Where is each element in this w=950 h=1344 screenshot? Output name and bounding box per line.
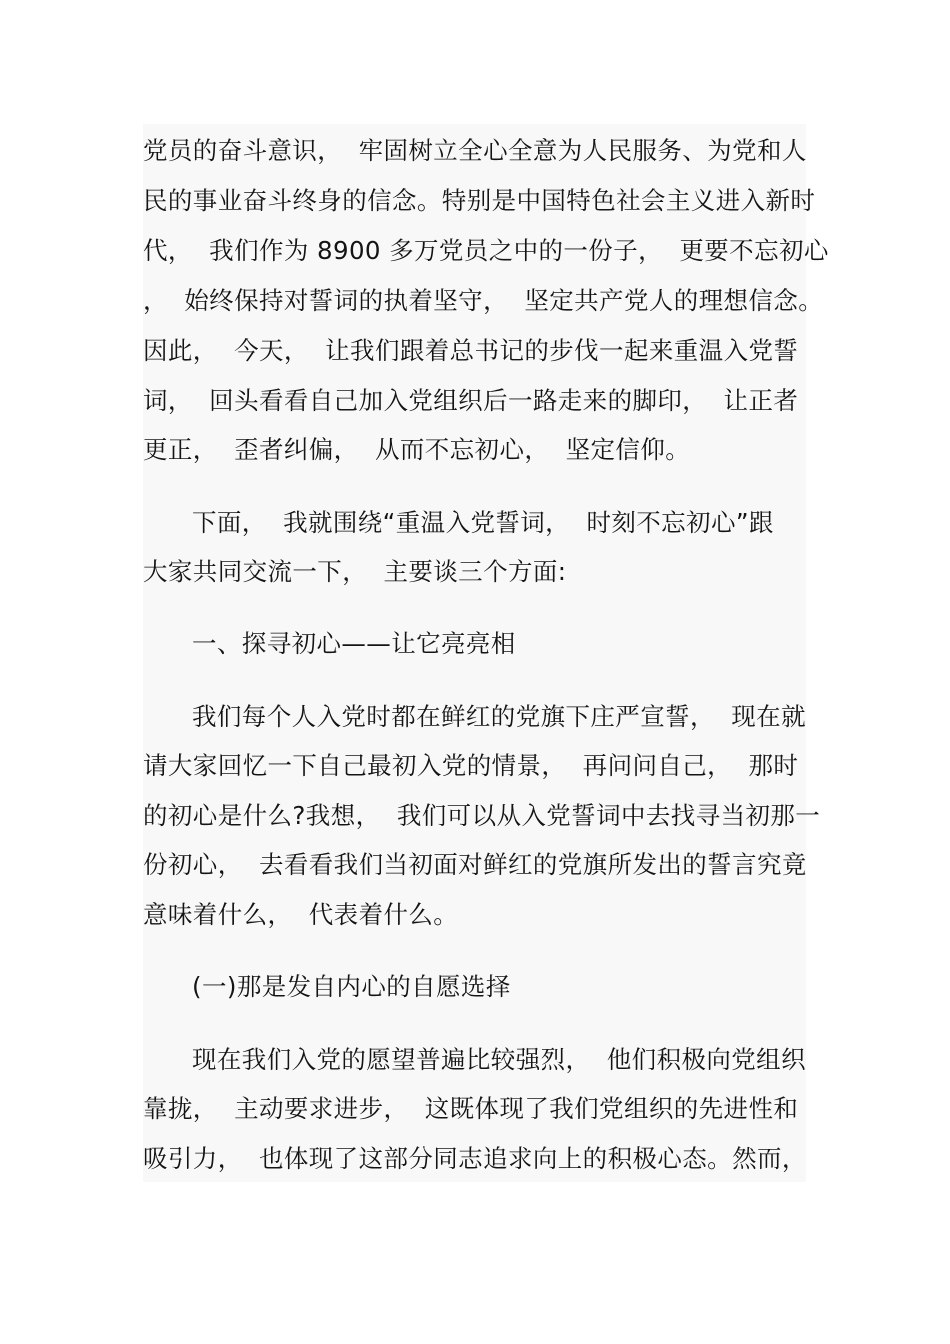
paragraph-line: 意味着什么， 代表着什么。 <box>143 900 459 929</box>
document-page <box>143 124 829 1182</box>
paragraph-line: 份初心， 去看看我们当初面对鲜红的党旗所发出的誓言究竟 <box>143 850 807 879</box>
paragraph-line: 因此， 今天， 让我们跟着总书记的步伐一起来重温入党誓 <box>143 336 799 365</box>
section-heading: 一、探寻初心——让它亮亮相 <box>192 629 516 658</box>
paragraph-line: 我们每个人入党时都在鲜红的党旗下庄严宣誓， 现在就 <box>192 702 806 731</box>
paragraph-line: 民的事业奋斗终身的信念。特别是中国特色社会主义进入新时 <box>143 186 816 215</box>
paragraph-line: 更正， 歪者纠偏， 从而不忘初心， 坚定信仰。 <box>143 435 691 464</box>
paragraph-line: 靠拢， 主动要求进步， 这既体现了我们党组织的先进性和 <box>143 1094 799 1123</box>
paragraph-line: 词， 回头看看自己加入党组织后一路走来的脚印， 让正者 <box>143 386 799 415</box>
paragraph-line: ， 始终保持对誓词的执着坚守， 坚定共产党人的理想信念。 <box>143 286 824 315</box>
paragraph-line: 党员的奋斗意识， 牢固树立全心全意为人民服务、为党和人 <box>143 136 807 165</box>
paragraph-line: 吸引力， 也体现了这部分同志追求向上的积极心态。然而， <box>143 1144 807 1173</box>
paragraph-line: 大家共同交流一下， 主要谈三个方面: <box>143 557 567 586</box>
subsection-heading: (一)那是发自内心的自愿选择 <box>192 972 511 1001</box>
paragraph-line: 代， 我们作为 8900 多万党员之中的一份子， 更要不忘初心 <box>143 236 829 265</box>
paragraph-line: 下面， 我就围绕“重温入党誓词， 时刻不忘初心”跟 <box>192 508 774 537</box>
paragraph-line: 现在我们入党的愿望普遍比较强烈， 他们积极向党组织 <box>192 1045 806 1074</box>
paragraph-line: 的初心是什么?我想， 我们可以从入党誓词中去找寻当初那一 <box>143 801 821 830</box>
paragraph-line: 请大家回忆一下自己最初入党的情景， 再问问自己， 那时 <box>143 751 799 780</box>
